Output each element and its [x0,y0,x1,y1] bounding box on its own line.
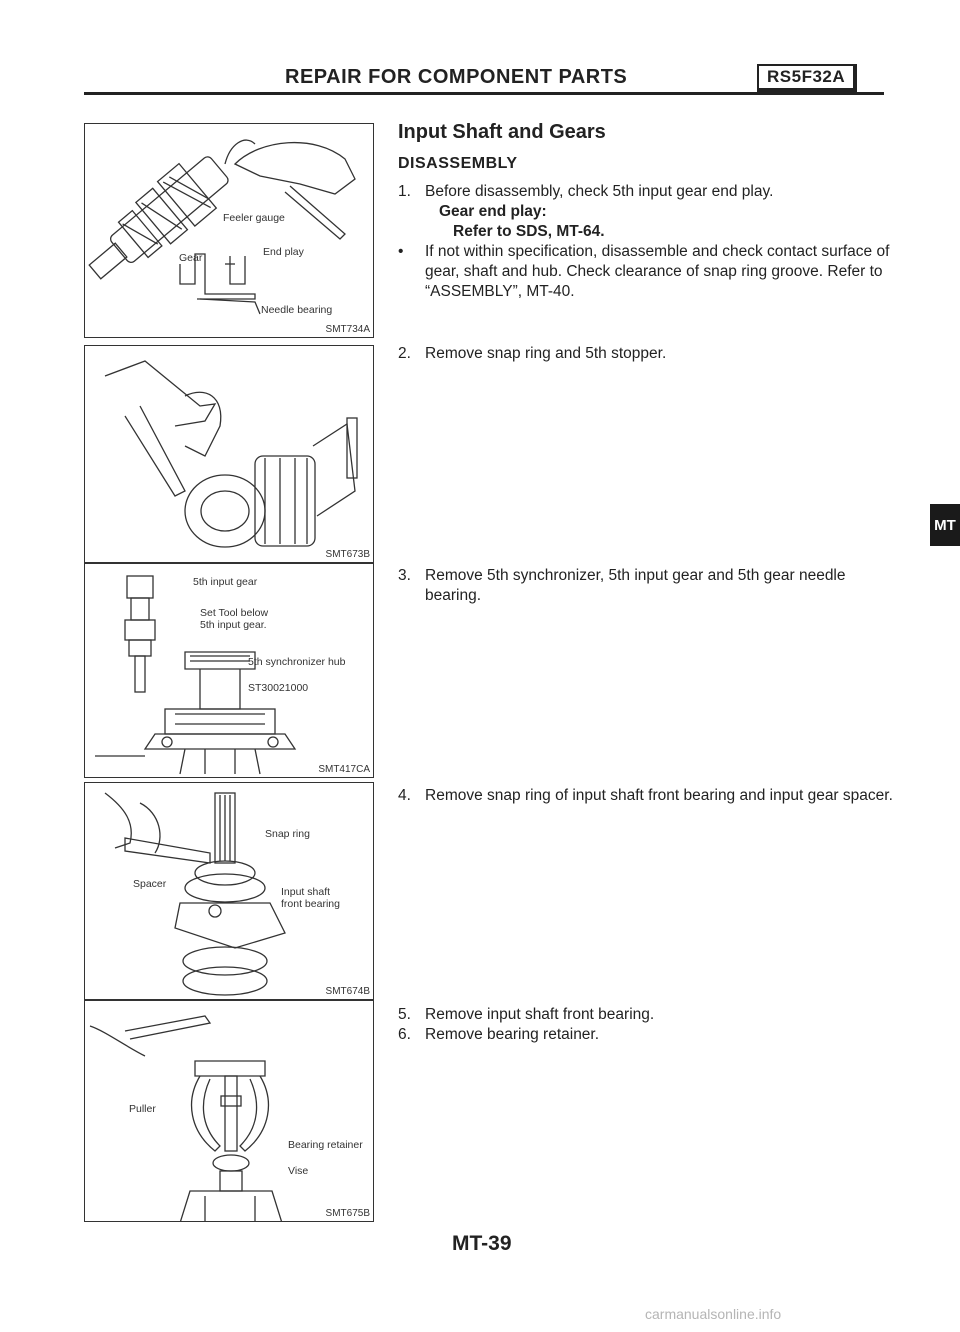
label-snap-ring: Snap ring [265,828,310,840]
figure-code: SMT674B [325,986,370,997]
figure-5th-synchronizer-removal [84,563,374,778]
snap-ring-removal-illustration [85,346,374,563]
header-rule [84,92,884,95]
model-code-badge: RS5F32A [757,64,857,92]
synchronizer-removal-illustration [85,564,374,778]
label-feeler-gauge: Feeler gauge [223,212,285,224]
label-spacer: Spacer [133,878,167,890]
section-title: Input Shaft and Gears [398,121,606,143]
page-number: MT-39 [452,1232,512,1255]
step-2: 2. Remove snap ring and 5th stopper. [398,345,667,362]
figure-snap-ring-removal [84,345,374,563]
label-vise: Vise [288,1165,309,1177]
step-5: 5. Remove input shaft front bearing. [398,1006,655,1023]
label-5th-synchronizer-hub: 5th synchronizer hub [248,656,346,668]
figure-end-play [84,123,374,338]
label-5th-input-gear-note: 5th input gear. [200,619,267,631]
label-set-tool-below: Set Tool below [200,607,269,619]
figure-code: SMT673B [325,549,370,560]
label-5th-input-gear: 5th input gear [193,576,258,588]
label-gear: Gear [179,252,203,264]
watermark-footer: carmanualsonline.info [645,1306,782,1322]
page-header-title: REPAIR FOR COMPONENT PARTS [285,66,628,88]
label-needle-bearing: Needle bearing [261,304,333,316]
step-3: 3. Remove 5th synchronizer, 5th input gear and 5th gear needle bearing. [398,567,846,604]
section-side-tab[interactable]: MT [930,504,960,546]
label-end-play: End play [263,246,304,258]
figure-puller [84,1000,374,1222]
label-input-shaft: Input shaft [281,886,331,898]
label-puller: Puller [129,1103,156,1115]
figure-code: SMT417CA [318,764,370,775]
spec-value: Refer to SDS, MT-64. [453,223,605,240]
label-bearing-retainer: Bearing retainer [288,1139,363,1151]
step-6: 6. Remove bearing retainer. [398,1026,600,1043]
step-4: 4. Remove snap ring of input shaft front bearing and input gear spacer. [398,787,893,804]
figure-code: SMT734A [325,324,370,335]
step-1: 1. Before disassembly, check 5th input gear end play. [398,183,774,200]
figure-input-shaft-snap-ring [84,782,374,1000]
figure-code: SMT675B [325,1208,370,1219]
subsection-title: DISASSEMBLY [398,155,518,172]
label-front-bearing: front bearing [281,898,340,910]
spec-label: Gear end play: [439,203,547,220]
input-shaft-snap-ring-illustration [85,783,374,1000]
label-tool-number: ST30021000 [248,682,309,694]
step-bullet: • If not within specification, disassemble and check contact surface of gear, shaft and hub. Check clearance of snap ring groove. Refer to “ASSEMBLY”, MT-40. [398,243,890,300]
